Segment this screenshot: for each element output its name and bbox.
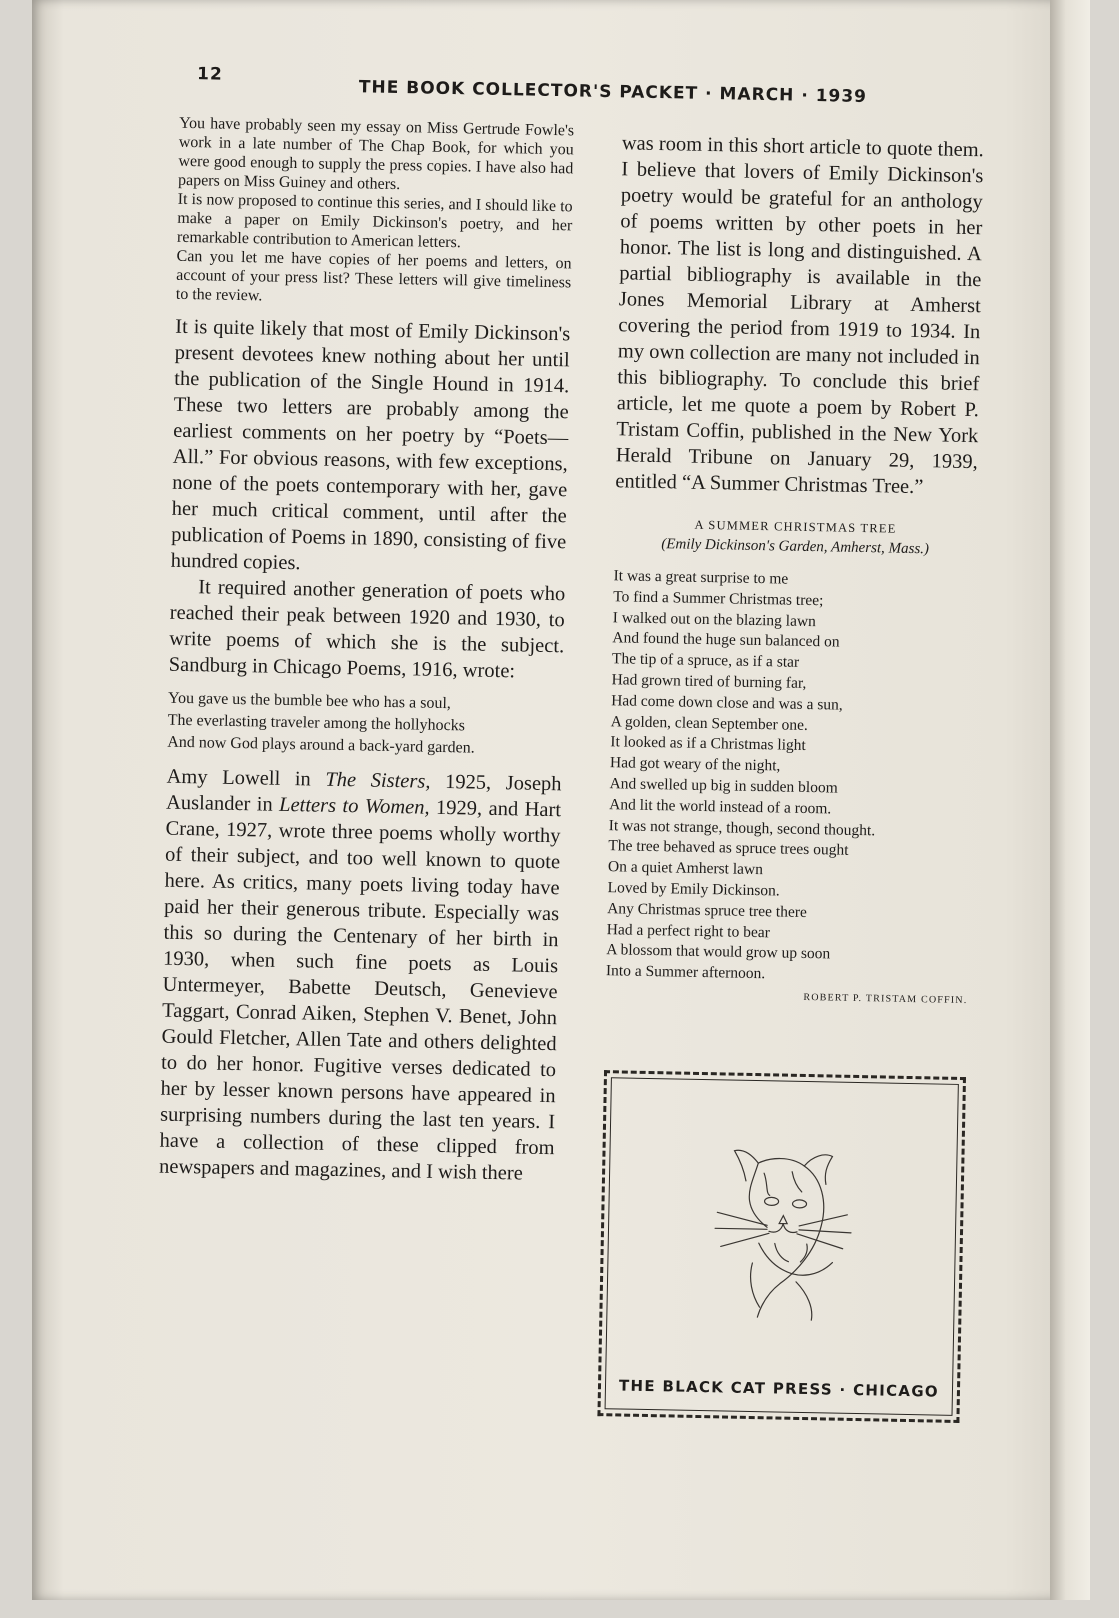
text-run: 1929, and Hart Crane, 1927, wrote three poems wholly worthy of their subject, and too well known to quote here. As critics, many poets living today have paid her their generous tribute. Especially was this so during the Centenary of her birth in 1930, when such fine poets as Louis Untermeyer, Babette Deutsch, Genevieve Taggart, Conrad Aiken, Stephen V. Benet, John Gould Fletcher, Allen Tate and others delighted to do her honor. Fugitive verses dedicated to her by lesser known persons have appeared in surprising numbers during the last ten years. I have a collection of these clipped from newspapers and magazines, and I wish there (158, 796, 562, 1185)
black-cat-sketch-icon (695, 1142, 868, 1325)
poem-line: To find a Summer Christmas tree; (612, 588, 824, 610)
black-cat-press-ad (597, 1070, 966, 1423)
poem-line: A blossom that would grow up soon (606, 941, 831, 963)
poem-line: Had got weary of the night, (609, 754, 781, 775)
poem-line: A golden, clean September one. (610, 712, 809, 734)
header-title: THE BOOK COLLECTOR'S PACKET · MARCH · 1939 (358, 77, 868, 107)
poem-line: It looked as if a Christmas light (610, 733, 806, 755)
book-title: Letters to Women, (278, 793, 430, 819)
body-paragraph (159, 764, 562, 1188)
poem-line: It was a great surprise to me (613, 567, 789, 588)
running-header (196, 64, 868, 107)
left-column (159, 114, 574, 1187)
poem-line: It was not strange, though, second thought. (608, 816, 876, 839)
text-run: 1925, Joseph Auslander in (165, 770, 562, 816)
letter-paragraph: It is now proposed to continue this series, and I should like to make a paper on Emily Dickinson's poetry, and her remarkable contribution to American letters. (176, 190, 573, 252)
poem (606, 566, 976, 989)
poem-line: Had a perfect right to bear (606, 920, 771, 941)
right-column (605, 130, 984, 1006)
poem-line: Loved by Emily Dickinson. (607, 879, 780, 900)
body-paragraph: It is quite likely that most of Emily Dickinson's present devotees knew nothing about her until the publication of the Single Hound in 1914. These two letters are probably among the earliest comments on her poetry by “Poets—All.” For obvious reasons, with few exceptions, none of the poets contemporary with her, gave her much critical comment, until after the publication of Poems in 1890, consisting of five hundred copies. (170, 315, 571, 575)
poem-line: Into a Summer afternoon. (605, 962, 766, 983)
quote-line: The everlasting traveler among the hollyhocks (167, 711, 466, 735)
poem-line: And found the huge sun balanced on (612, 629, 840, 651)
text-run: Amy Lowell in (166, 765, 326, 791)
quote-line: And now God plays around a back-yard garden. (167, 733, 475, 757)
poem-author: ROBERT P. TRISTAM COFFIN. (803, 991, 968, 1007)
quote-line: You gave us the bumble bee who has a soul, (167, 689, 452, 713)
poem-line: The tip of a spruce, as if a star (611, 650, 800, 671)
poem-line: On a quiet Amherst lawn (607, 858, 764, 879)
poem-line: And lit the world instead of a room. (609, 795, 832, 818)
letter-paragraph: You have probably seen my essay on Miss Gertrude Fowle's work in a late number of The Chap Book, for which you were good enough to supply the press copies. I have also had papers on Miss Guiney and others. (177, 114, 575, 194)
poem-line: Had grown tired of burning far, (611, 671, 807, 692)
ad-frame (605, 1077, 959, 1416)
poem-line: Any Christmas spruce tree there (607, 899, 808, 921)
sandburg-quote (167, 688, 563, 762)
poem-line: The tree behaved as spruce trees ought (608, 837, 849, 860)
ad-publisher-text: THE BLACK CAT PRESS · CHICAGO (618, 1376, 940, 1401)
page-number: 12 (196, 64, 223, 85)
poem-subtitle: (Emily Dickinson's Garden, Amherst, Mass.) (661, 536, 930, 558)
letter-paragraph: Can you let me have copies of her poems and letters, on account of your press list? These letters will give timeliness to the review. (175, 247, 572, 305)
body-paragraph: was room in this short article to quote them. I believe that lovers of Emily Dickinson's poetry would be grateful for an anthology of poems written by other poets in her honor. The list is long and distinguished. A partial bibliography is available in the Jones Memorial Library at Amherst covering the period from 1919 to 1934. In my own collection are many not included in this bibliography. To conclude this brief article, let me quote a poem by Robert P. Tristam Coffin, published in the New York Herald Tribune on January 29, 1939, entitled “A Summer Christmas Tree.” (615, 132, 985, 499)
poem-title: A SUMMER CHRISTMAS TREE (694, 517, 897, 536)
poem-line: I walked out on the blazing lawn (612, 608, 817, 630)
poem-line: Had come down close and was a sun, (611, 691, 843, 714)
poem-line: And swelled up big in sudden bloom (609, 775, 838, 797)
body-paragraph: It required another generation of poets who reached their peak between 1920 and 1930, to write poems of which she is the subject. Sandburg in Chicago Poems, 1916, wrote: (168, 576, 566, 683)
book-title: The Sisters, (325, 768, 431, 793)
